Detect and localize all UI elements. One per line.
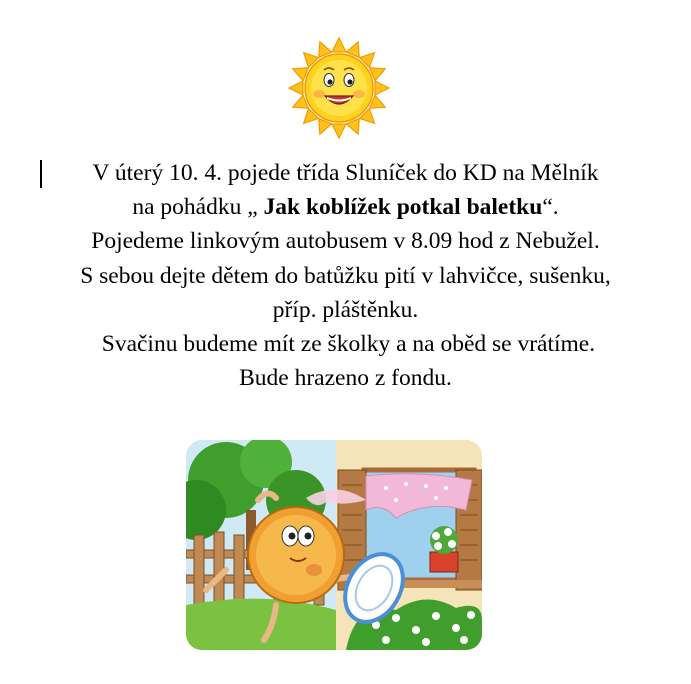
smiling-sun-icon <box>287 36 391 140</box>
notice-line-6: Svačinu budeme mít ze školky a na oběd se vrátíme. <box>95 331 596 358</box>
notice-line-4: S sebou dejte dětem do batůžku pití v lahvičce, sušenku, <box>80 262 611 289</box>
notice-text <box>0 156 691 395</box>
notice-line-2-prefix: na pohádku „ <box>132 194 264 221</box>
notice-line-3: Pojedeme linkovým autobusem v 8.09 hod z Nebužel. <box>91 228 600 255</box>
notice-line-5: příp. pláštěnku. <box>272 296 419 323</box>
notice-line-2-suffix: “. <box>542 194 559 221</box>
notice-line-7: Bude hrazeno z fondu. <box>239 365 452 392</box>
donut-meets-ballerina-illustration <box>186 440 482 650</box>
fairy-tale-title: Jak koblížek potkal baletku <box>263 194 543 221</box>
notice-line-2 <box>0 190 691 224</box>
notice-line-1: V úterý 10. 4. pojede třída Sluníček do KD na Mělník <box>92 160 599 186</box>
